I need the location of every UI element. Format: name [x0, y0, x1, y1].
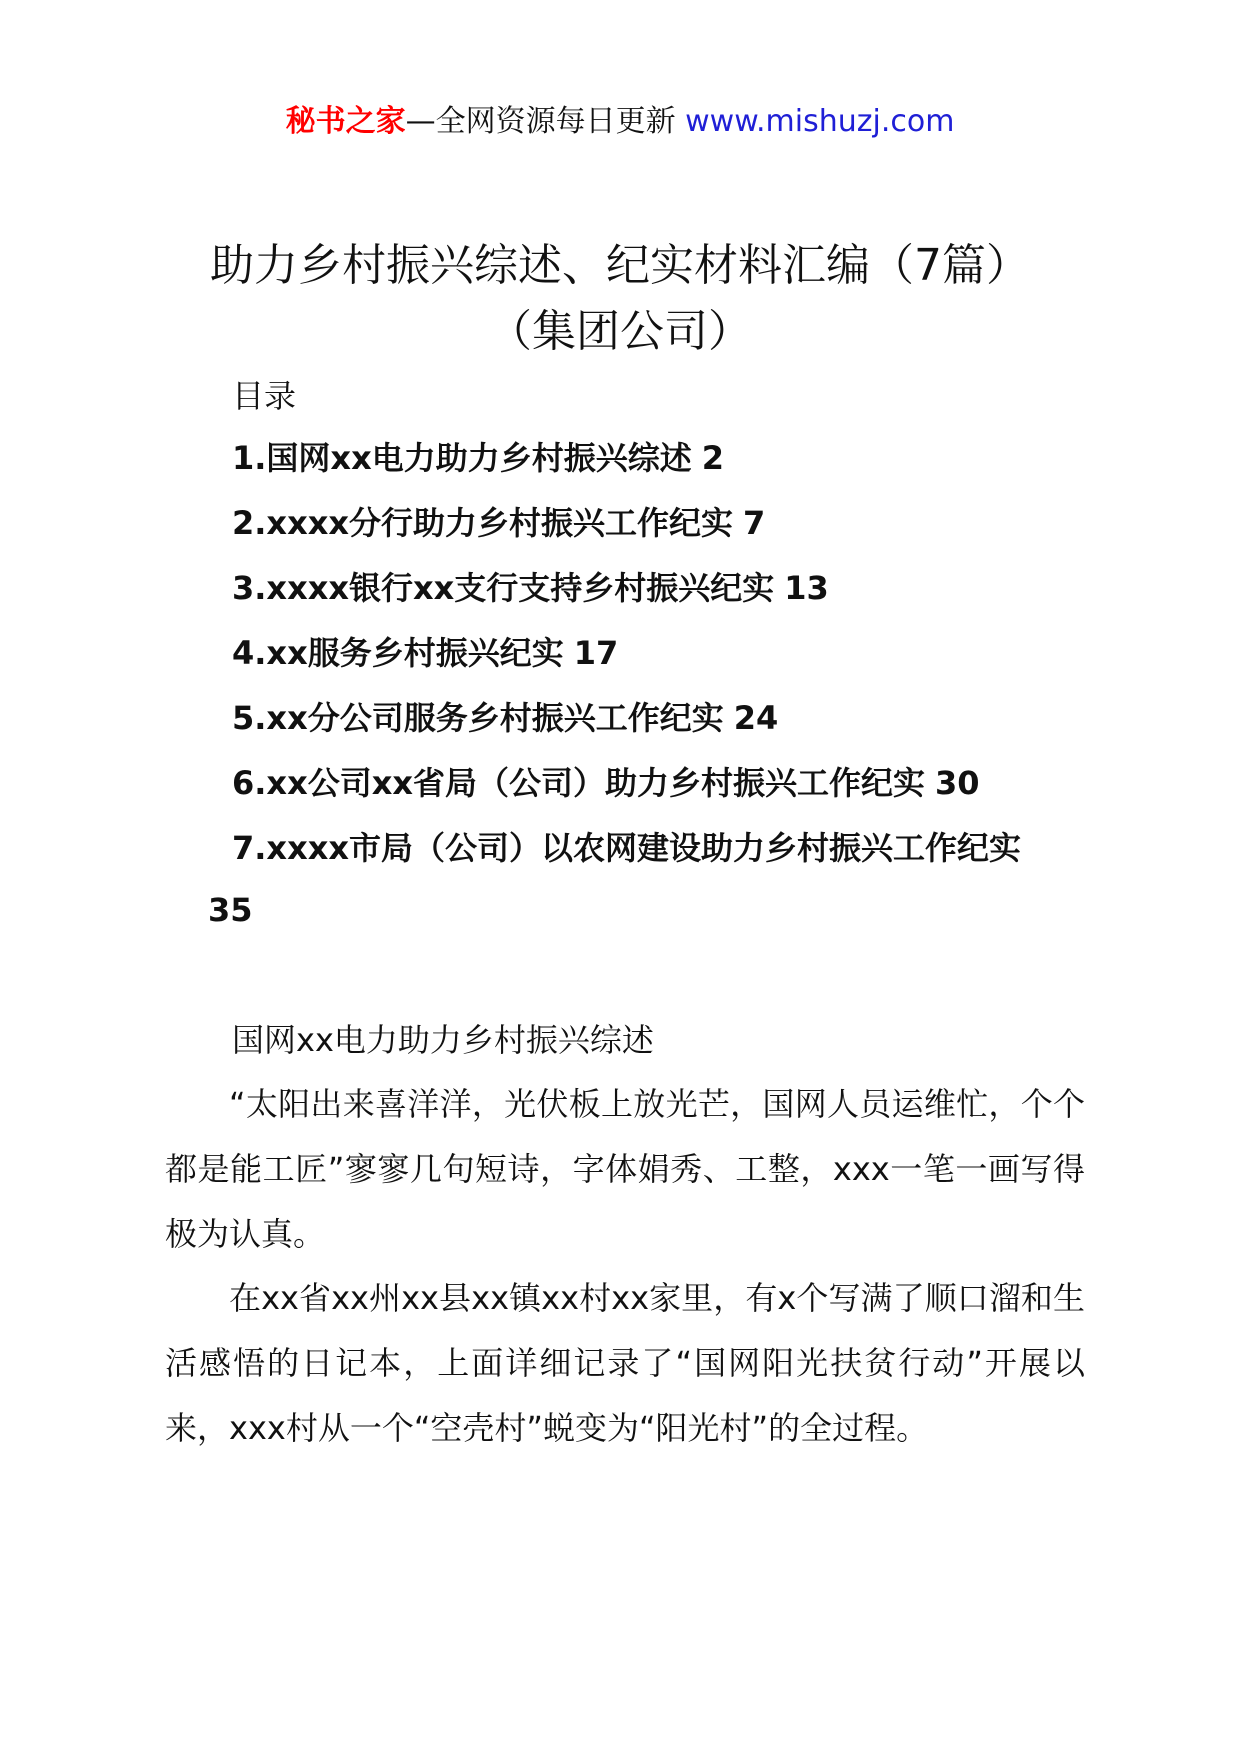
section-title: 国网xx电力助力乡村振兴综述: [232, 1021, 654, 1059]
document-title-line-1: 助力乡村振兴综述、纪实材料汇编（7篇）: [210, 240, 1030, 291]
toc-item-label: 6.xx公司xx省局（公司）助力乡村振兴工作纪实: [232, 764, 925, 802]
site-url-link[interactable]: www.mishuzj.com: [685, 104, 955, 139]
toc-item-7[interactable]: [232, 826, 1021, 891]
toc-item-page: 7: [743, 504, 766, 542]
toc-item-page: 17: [573, 634, 619, 672]
toc-item-label: 3.xxxx银行xx支行支持乡村振兴纪实: [232, 569, 775, 607]
toc-item-page: 30: [935, 764, 980, 802]
toc-item-label: 7.xxxx市局（公司）以农网建设助力乡村振兴工作纪实: [232, 829, 1021, 867]
toc-item-6[interactable]: [232, 761, 1021, 826]
body-paragraph-1: “太阳出来喜洋洋，光伏板上放光芒，国网人员运维忙，个个都是能工匠”寥寥几句短诗，字体娟秀、工整，xxx一笔一画写得极为认真。: [165, 1085, 1085, 1253]
toc-item-7-page: 35: [208, 891, 253, 929]
table-of-contents: [232, 436, 1021, 891]
toc-item-label: 5.xx分公司服务乡村振兴工作纪实: [232, 699, 724, 737]
toc-item-label: 4.xx服务乡村振兴纪实: [232, 634, 564, 672]
toc-item-page: 13: [784, 569, 829, 607]
toc-item-4[interactable]: [232, 631, 1021, 696]
toc-item-page: 2: [701, 439, 724, 477]
toc-item-label: 2.xxxx分行助力乡村振兴工作纪实: [232, 504, 733, 542]
toc-item-3[interactable]: [232, 566, 1021, 631]
body-paragraph-2: 在xx省xx州xx县xx镇xx村xx家里，有x个写满了顺口溜和生活感悟的日记本，上面详细记录了“国网阳光扶贫行动”开展以来，xxx村从一个“空壳村”蜕变为“阳光村”的全过程。: [165, 1279, 1085, 1447]
toc-item-label: 1.国网xx电力助力乡村振兴综述: [232, 439, 692, 477]
toc-item-1[interactable]: [232, 436, 1021, 501]
site-header: [0, 102, 1240, 142]
toc-item-2[interactable]: [232, 501, 1021, 566]
toc-item-page: 24: [733, 699, 779, 737]
brand-name: 秘书之家: [285, 104, 406, 139]
toc-heading: 目录: [232, 377, 297, 415]
header-slogan: —全网资源每日更新: [405, 104, 676, 139]
toc-item-5[interactable]: [232, 696, 1021, 761]
document-title-line-2: （集团公司）: [488, 306, 752, 357]
